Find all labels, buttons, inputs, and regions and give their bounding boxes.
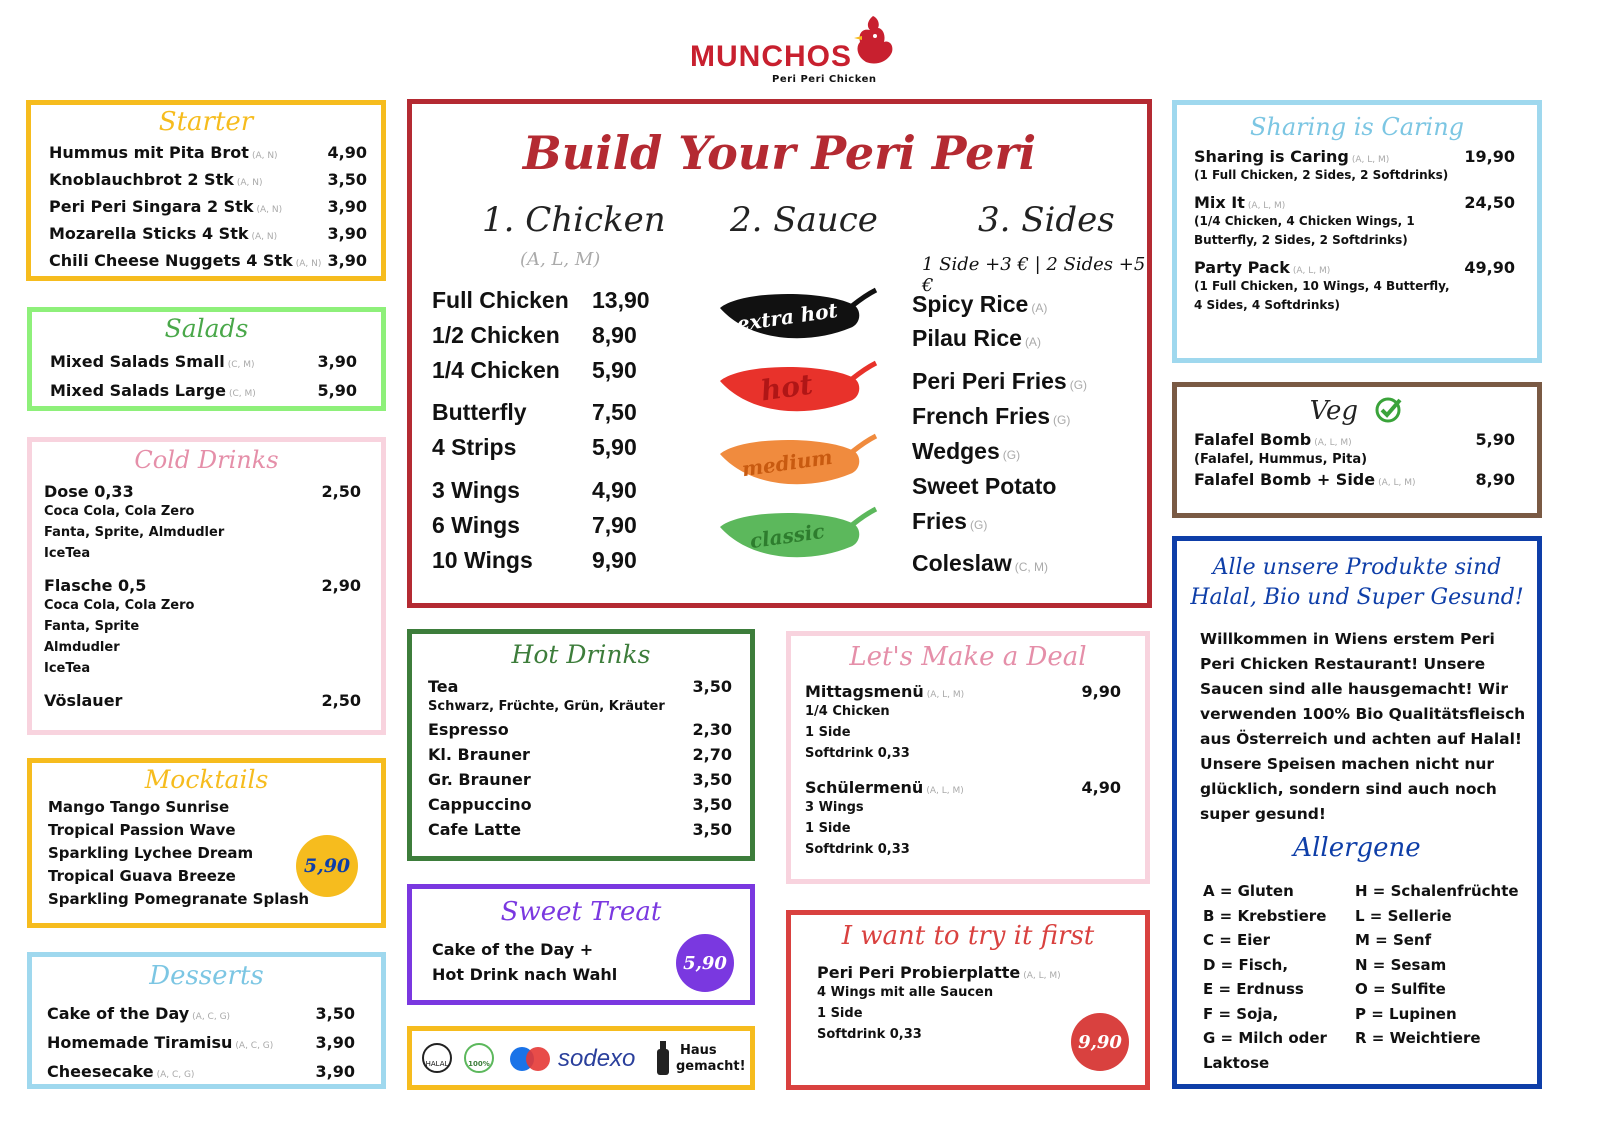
falafel-side-allergens: (A, L, M) — [1378, 478, 1416, 488]
falafel-row — [1194, 430, 1515, 449]
allergen-item: L = Sellerie — [1355, 906, 1452, 925]
chicken-item-price: 7,90 — [592, 512, 637, 538]
tea-name: Tea — [428, 677, 459, 696]
desserts-section — [27, 952, 386, 1089]
starter-item-row — [49, 168, 367, 195]
side-item-allergens: (C, M) — [1014, 560, 1049, 574]
salad-item-row — [50, 378, 357, 407]
sauce-label: medium — [740, 444, 834, 482]
starter-item-row — [49, 195, 367, 222]
try-section — [786, 910, 1150, 1090]
mixit-desc: Butterfly, 2 Sides, 2 Softdrinks) — [1194, 233, 1408, 247]
salad-item-row — [50, 349, 357, 378]
dose-price: 2,50 — [321, 482, 361, 501]
falafel-desc: (Falafel, Hummus, Pita) — [1194, 452, 1368, 467]
dessert-item-allergens: (A, C, G) — [235, 1041, 274, 1051]
info-line: Peri Chicken Restaurant! Unsere — [1200, 655, 1486, 673]
side-item-name: Fries — [912, 508, 967, 534]
allergen-item: D = Fisch, — [1203, 955, 1289, 974]
dose-name: Dose 0,33 — [44, 482, 134, 501]
info-line: Unsere Speisen machen nicht nur — [1200, 755, 1495, 773]
chicken-item-price: 8,90 — [592, 322, 637, 348]
voeslauer-row — [44, 691, 361, 710]
mittag-name: Mittagsmenü — [805, 682, 924, 701]
chicken-item-name: 10 Wings — [432, 547, 533, 573]
mastercard-icon — [508, 1045, 552, 1073]
cold-drinks-title: Cold Drinks — [134, 446, 279, 474]
mocktails-price: 5,90 — [303, 855, 351, 877]
mocktails-price-badge — [296, 835, 358, 897]
sauce-label: classic — [748, 518, 826, 554]
chicken-item-price: 5,90 — [592, 357, 637, 383]
chili-extra-hot — [720, 290, 876, 338]
try-title: I want to try it first — [841, 921, 1095, 951]
flasche-line: Fanta, Sprite — [44, 619, 140, 634]
chicken-item-name: 3 Wings — [432, 477, 520, 503]
flasche-line: IceTea — [44, 661, 91, 676]
hot-drink-name: Kl. Brauner — [428, 745, 530, 764]
dose-line: Fanta, Sprite, Almdudler — [44, 525, 225, 540]
side-item-allergens: (A) — [1031, 301, 1048, 315]
allergen-item: G = Milch oder — [1203, 1029, 1327, 1047]
mittag-line: 1 Side — [805, 725, 851, 740]
info-title-line: Alle unsere Produkte sind — [1212, 555, 1502, 580]
mixit-name: Mix It — [1194, 193, 1245, 212]
chicken-item-price: 4,90 — [592, 477, 637, 503]
hot-drink-name: Gr. Brauner — [428, 770, 531, 789]
veg-section — [1172, 382, 1542, 518]
starter-item-price: 3,50 — [327, 170, 367, 189]
side-item — [912, 368, 1087, 395]
halal-badge — [422, 1043, 452, 1073]
chicken-item-name: 1/4 Chicken — [432, 357, 560, 383]
sides-heading: 3. Sides — [978, 200, 1115, 240]
tea-desc: Schwarz, Früchte, Grün, Kräuter — [428, 699, 665, 714]
hot-drinks-title: Hot Drinks — [511, 640, 651, 669]
sauce-label: extra hot — [735, 298, 840, 336]
side-item — [912, 403, 1070, 430]
chicken-item-name: Butterfly — [432, 399, 527, 425]
desserts-title: Desserts — [149, 961, 264, 991]
info-title-line: Halal, Bio und Super Gesund! — [1190, 585, 1524, 610]
voeslauer-price: 2,50 — [321, 691, 361, 710]
allergen-item: R = Weichtiere — [1355, 1029, 1481, 1047]
schueler-price: 4,90 — [1081, 778, 1121, 797]
check-icon — [1374, 395, 1404, 423]
chicken-item-price: 13,90 — [592, 287, 650, 313]
party-price: 49,90 — [1464, 258, 1515, 277]
sauce-heading: 2. Sauce — [730, 200, 878, 240]
info-line: Saucen sind alle hausgemacht! Wir — [1200, 680, 1508, 698]
mixit-price: 24,50 — [1464, 193, 1515, 212]
allergen-item: B = Krebstiere — [1203, 906, 1327, 925]
mixit-allergens: (A, L, M) — [1247, 201, 1286, 211]
starter-item-allergens: (A, N) — [256, 205, 283, 215]
hot-drink-name: Cappuccino — [428, 795, 532, 814]
salad-item-allergens: (C, M) — [227, 360, 255, 370]
allergen-item: C = Eier — [1203, 931, 1270, 949]
chicken-heading: 1. Chicken — [482, 200, 666, 240]
sauce-label: hot — [758, 367, 815, 408]
chicken-item-name: Full Chicken — [432, 287, 569, 313]
sharing-title: Sharing is Caring — [1249, 113, 1465, 141]
allergen-item: M = Senf — [1355, 931, 1432, 949]
starter-item-row — [49, 141, 367, 168]
hot-drink-row — [428, 817, 732, 842]
deal-title: Let's Make a Deal — [849, 642, 1087, 672]
tea-row — [428, 677, 732, 696]
schueler-allergens: (A, L, M) — [926, 786, 964, 796]
mocktails-title: Mocktails — [144, 765, 269, 794]
voeslauer-name: Vöslauer — [44, 691, 123, 710]
try-line: 4 Wings mit alle Saucen — [817, 985, 994, 1000]
try-price: 9,90 — [1078, 1031, 1122, 1053]
sides-pricing: 1 Side +3 € | 2 Sides +5 € — [922, 254, 1146, 296]
sweet-treat-title: Sweet Treat — [500, 897, 662, 927]
flasche-line: Almdudler — [44, 640, 120, 655]
salad-item-price: 3,90 — [317, 352, 357, 371]
side-item-allergens: (G) — [1069, 378, 1088, 392]
mittag-line: Softdrink 0,33 — [805, 746, 910, 761]
dessert-item-price: 3,90 — [315, 1062, 355, 1081]
try-line: Softdrink 0,33 — [817, 1027, 922, 1042]
chicken-allergens: (A, L, M) — [520, 249, 601, 270]
starter-item-allergens: (A, N) — [295, 259, 322, 269]
side-item-allergens: (G) — [1002, 448, 1021, 462]
dessert-item-price: 3,50 — [315, 1004, 355, 1023]
allergen-item: H = Schalenfrüchte — [1355, 882, 1519, 900]
side-item — [912, 291, 1047, 318]
allergen-item: Laktose — [1203, 1053, 1270, 1072]
allergen-item: F = Soja, — [1203, 1004, 1279, 1023]
party-allergens: (A, L, M) — [1292, 266, 1331, 276]
sweet-price: 5,90 — [683, 952, 727, 974]
info-section — [1172, 536, 1542, 1089]
info-line: glücklich, sondern sind auch noch — [1200, 780, 1497, 798]
chicken-item-name: 4 Strips — [432, 434, 517, 460]
hausgemacht-label — [676, 1043, 746, 1075]
logo — [690, 12, 920, 87]
falafel-allergens: (A, L, M) — [1314, 438, 1352, 448]
brand-name: MUNCHOS — [690, 40, 852, 73]
starter-item-name: Peri Peri Singara 2 Stk — [49, 197, 254, 216]
starter-title: Starter — [158, 107, 254, 137]
starter-item-price: 3,90 — [327, 251, 367, 270]
starter-item-allergens: (A, N) — [251, 232, 278, 242]
sharing-price: 19,90 — [1464, 147, 1515, 166]
chili-classic — [720, 509, 876, 557]
sharing-row — [1194, 147, 1515, 166]
hot-drinks-section — [407, 629, 755, 861]
veg-title-row — [1177, 395, 1537, 426]
schueler-row — [805, 778, 1121, 797]
mocktail-item: Tropical Guava Breeze — [48, 867, 236, 885]
starter-item-allergens: (A, N) — [236, 178, 263, 188]
flasche-line: Coca Cola, Cola Zero — [44, 598, 195, 613]
info-line: aus Österreich und achten auf Halal! — [1200, 730, 1522, 748]
sharing-name: Sharing is Caring — [1194, 147, 1349, 166]
chicken-item-price: 7,50 — [592, 399, 637, 425]
falafel-price: 5,90 — [1475, 430, 1515, 449]
starter-item-price: 3,90 — [327, 197, 367, 216]
salad-item-price: 5,90 — [317, 381, 357, 400]
mocktail-item: Sparkling Pomegranate Splash — [48, 890, 310, 908]
try-name: Peri Peri Probierplatte — [817, 963, 1021, 982]
dose-line: IceTea — [44, 546, 91, 561]
sweet-line: Cake of the Day + — [432, 940, 594, 959]
dessert-item-name: Cake of the Day — [47, 1004, 190, 1023]
chili-hot — [720, 363, 876, 411]
starter-item-price: 4,90 — [327, 143, 367, 162]
side-item-name: Spicy Rice — [912, 291, 1029, 317]
flasche-name: Flasche 0,5 — [44, 576, 147, 595]
side-item — [912, 473, 1059, 500]
schueler-line: 3 Wings — [805, 800, 864, 815]
party-desc: 4 Sides, 4 Softdrinks) — [1194, 298, 1341, 312]
dessert-item-allergens: (A, C, G) — [156, 1070, 195, 1080]
salad-item-name: Mixed Salads Large — [50, 381, 226, 400]
bio-label: 100% — [468, 1060, 490, 1068]
hot-drink-price: 3,50 — [692, 820, 732, 839]
side-item — [912, 550, 1048, 577]
allergen-item: O = Sulfite — [1355, 980, 1446, 998]
sweet-line: Hot Drink nach Wahl — [432, 965, 618, 984]
starter-item-name: Knoblauchbrot 2 Stk — [49, 170, 234, 189]
dose-row — [44, 482, 361, 501]
allergene-title: Allergene — [1293, 833, 1421, 863]
veg-title: Veg — [1309, 396, 1359, 426]
tea-price: 3,50 — [692, 677, 732, 696]
rooster-icon — [848, 12, 898, 70]
cold-drinks-section — [27, 437, 386, 735]
info-line: super gesund! — [1200, 805, 1326, 823]
hot-drink-row — [428, 717, 732, 742]
flasche-row — [44, 576, 361, 595]
info-title — [1177, 553, 1537, 613]
falafel-side-name: Falafel Bomb + Side — [1194, 470, 1376, 489]
hot-drink-price: 2,30 — [692, 720, 732, 739]
salads-title: Salads — [164, 314, 249, 343]
hot-drink-name: Espresso — [428, 720, 509, 739]
hot-drink-row — [428, 767, 732, 792]
dessert-item-allergens: (A, C, G) — [192, 1012, 231, 1022]
side-item — [912, 438, 1020, 465]
sharing-desc: (1 Full Chicken, 2 Sides, 2 Softdrinks) — [1194, 168, 1449, 182]
sweet-price-badge — [676, 934, 734, 992]
chicken-item-name: 6 Wings — [432, 512, 520, 538]
side-item-name: Coleslaw — [912, 550, 1012, 576]
side-item-allergens: (G) — [969, 518, 988, 532]
hot-drink-name: Cafe Latte — [428, 820, 522, 839]
sweet-treat-section — [407, 884, 755, 1005]
deal-section — [786, 631, 1150, 884]
side-item-name: Pilau Rice — [912, 325, 1022, 351]
mittag-price: 9,90 — [1081, 682, 1121, 701]
allergen-item: P = Lupinen — [1355, 1004, 1457, 1023]
mittag-row — [805, 682, 1121, 701]
starter-item-allergens: (A, N) — [251, 151, 278, 161]
hot-drink-price: 3,50 — [692, 770, 732, 789]
mocktail-item: Sparkling Lychee Dream — [48, 844, 254, 862]
allergen-item: N = Sesam — [1355, 955, 1447, 974]
schueler-name: Schülermenü — [805, 778, 924, 797]
badges-section — [407, 1026, 755, 1090]
sodexo-logo: sodexo — [558, 1045, 636, 1072]
party-name: Party Pack — [1194, 258, 1290, 277]
mocktail-item: Mango Tango Sunrise — [48, 798, 230, 816]
side-item-allergens: (G) — [1053, 413, 1071, 427]
bottle-icon — [654, 1039, 672, 1079]
try-price-badge — [1071, 1013, 1129, 1071]
starter-item-name: Hummus mit Pita Brot — [49, 143, 249, 162]
dose-line: Coca Cola, Cola Zero — [44, 504, 195, 519]
side-item — [912, 508, 987, 535]
falafel-name: Falafel Bomb — [1194, 430, 1312, 449]
side-item — [912, 325, 1041, 352]
starter-item-name: Chili Cheese Nuggets 4 Stk — [49, 251, 293, 270]
salad-item-allergens: (C, M) — [228, 389, 256, 399]
try-line: 1 Side — [817, 1006, 863, 1021]
side-item-name: Sweet Potato — [912, 473, 1057, 499]
schueler-line: 1 Side — [805, 821, 851, 836]
dessert-item-row — [47, 1001, 355, 1030]
party-desc: (1 Full Chicken, 10 Wings, 4 Butterfly, — [1194, 279, 1450, 293]
dessert-item-name: Homemade Tiramisu — [47, 1033, 233, 1052]
salads-section — [27, 307, 386, 411]
mocktails-section — [27, 758, 386, 928]
starter-item-price: 3,90 — [327, 224, 367, 243]
side-item-allergens: (A) — [1024, 335, 1041, 349]
chili-medium — [720, 436, 876, 484]
hot-drink-row — [428, 742, 732, 767]
falafel-side-price: 8,90 — [1475, 470, 1515, 489]
salad-item-name: Mixed Salads Small — [50, 352, 225, 371]
side-item-name: Peri Peri Fries — [912, 368, 1067, 394]
flasche-price: 2,90 — [321, 576, 361, 595]
allergen-item: A = Gluten — [1203, 882, 1294, 900]
build-section — [407, 99, 1152, 608]
chicken-item-name: 1/2 Chicken — [432, 322, 560, 348]
dessert-item-row — [47, 1059, 355, 1088]
mittag-line: 1/4 Chicken — [805, 704, 890, 719]
starter-item-name: Mozarella Sticks 4 Stk — [49, 224, 249, 243]
info-line: Willkommen in Wiens erstem Peri — [1200, 630, 1495, 648]
hot-drink-row — [428, 792, 732, 817]
sharing-allergens: (A, L, M) — [1351, 155, 1390, 165]
sauce-chilis — [712, 284, 882, 574]
mixit-desc: (1/4 Chicken, 4 Chicken Wings, 1 — [1194, 214, 1415, 228]
try-allergens: (A, L, M) — [1023, 971, 1061, 981]
dessert-item-price: 3,90 — [315, 1033, 355, 1052]
mittag-allergens: (A, L, M) — [926, 690, 965, 700]
party-row — [1194, 258, 1515, 277]
haus-line: Haus — [680, 1043, 717, 1058]
sharing-section — [1172, 100, 1542, 363]
starter-item-row — [49, 249, 367, 276]
falafel-side-row — [1194, 470, 1515, 489]
gemacht-line: gemacht! — [676, 1059, 746, 1074]
side-item-name: French Fries — [912, 403, 1051, 429]
mocktail-item: Tropical Passion Wave — [48, 821, 236, 839]
schueler-line: Softdrink 0,33 — [805, 842, 910, 857]
dessert-item-row — [47, 1030, 355, 1059]
halal-label: HALAL — [425, 1060, 449, 1068]
brand-tagline: Peri Peri Chicken — [772, 74, 877, 85]
starter-section — [26, 100, 386, 281]
hot-drink-price: 2,70 — [692, 745, 732, 764]
mixit-row — [1194, 193, 1515, 212]
hot-drink-price: 3,50 — [692, 795, 732, 814]
info-line: verwenden 100% Bio Qualitätsfleisch — [1200, 705, 1526, 723]
chicken-item-price: 5,90 — [592, 434, 637, 460]
side-item-name: Wedges — [912, 438, 1000, 464]
bio-badge — [464, 1043, 494, 1073]
chicken-item-price: 9,90 — [592, 547, 637, 573]
build-title: Build Your Peri Peri — [522, 126, 1037, 180]
allergen-item: E = Erdnuss — [1203, 980, 1304, 998]
dessert-item-name: Cheesecake — [47, 1062, 154, 1081]
starter-item-row — [49, 222, 367, 249]
